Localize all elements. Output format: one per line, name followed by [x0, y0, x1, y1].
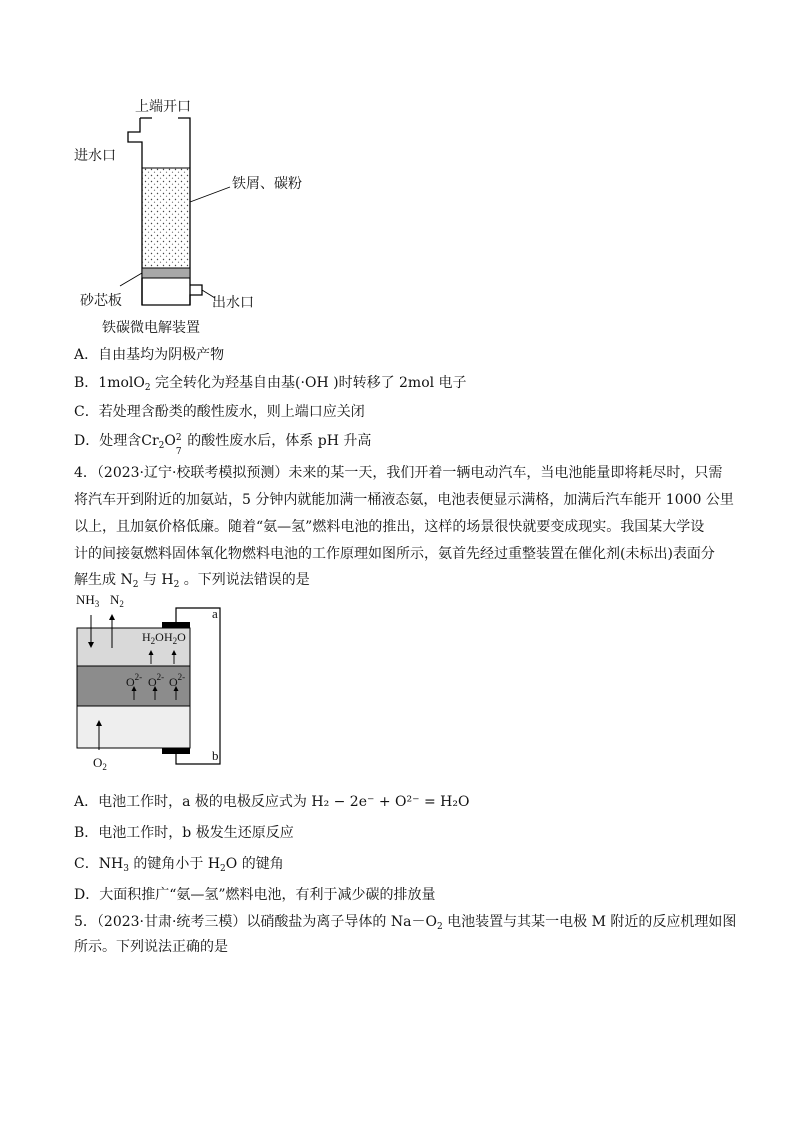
label-n2: $N_2$: [110, 592, 124, 609]
q5-stem-line2: 所示。下列说法正确的是: [74, 939, 228, 955]
q3-option-b: B．1molO$_2$ 完全转化为羟基自由基(·OH )时转移了 2mol 电子: [74, 375, 467, 393]
q4-option-d: D．大面积推广“氨—氢”燃料电池，有利于减少碳的排放量: [74, 887, 436, 903]
label-o2: $O_2$: [93, 755, 107, 772]
label-oxide-ion-2: $O^{2-}$: [148, 672, 165, 689]
label-top-opening: 上端开口: [135, 99, 191, 115]
label-h2o-2: $H_2O$: [164, 630, 186, 646]
q3-option-d: D．处理含$Cr_2O$ 2 7 的酸性废水后，体系 pH 升高: [74, 433, 372, 457]
q4-option-b: B．电池工作时，b 极发生还原反应: [74, 825, 294, 841]
label-water-outlet: 出水口: [212, 295, 254, 311]
label-h2o-1: $H_2O$: [142, 630, 164, 646]
label-nh3: $NH_3$: [76, 592, 100, 609]
q4-stem-line3: 以上，且加氨价格低廉。随着“氨—氢”燃料电池的推出，这样的场景很快就要变成现实。我国某大学设: [74, 519, 705, 535]
label-oxide-ion-3: $O^{2-}$: [169, 672, 186, 689]
q5-stem-line1: 5．（2023·甘肃·统考三模）以硝酸盐为离子导体的 $Na-O_2$ 电池装置与其某一电极 M 附近的反应机理如图: [74, 914, 737, 932]
q4-option-a: A．电池工作时，a 极的电极反应式为 H₂ − 2e⁻ + O²⁻ = H₂O: [74, 794, 470, 810]
q4-stem-line5: 解生成 $N_2$ 与 $H_2$ 。下列说法错误的是: [74, 572, 310, 590]
q4-stem-line2: 将汽车开到附近的加氨站，5 分钟内就能加满一桶液态氨，电池表便显示满格，加满后汽车能开 1000 公里: [74, 492, 734, 508]
label-oxide-ion-1: $O^{2-}$: [126, 672, 143, 689]
figure-caption: 铁碳微电解装置: [102, 320, 200, 336]
label-electrode-b: b: [212, 748, 219, 763]
q3-option-a: A．自由基均为阴极产物: [74, 347, 225, 363]
q3-option-c: C．若处理含酚类的酸性废水，则上端口应关闭: [74, 404, 365, 420]
label-sand-core-plate: 砂芯板: [80, 293, 122, 309]
q4-stem-line4: 计的间接氨燃料固体氧化物燃料电池的工作原理如图所示，氨首先经过重整装置在催化剂(未标出)表面分: [74, 546, 715, 562]
label-water-inlet: 进水口: [74, 148, 116, 164]
q4-option-c: C．$NH_3$ 的键角小于 $H_2O$ 的键角: [74, 856, 284, 874]
label-iron-carbon-powder: 铁屑、碳粉: [232, 176, 302, 192]
label-electrode-a: a: [212, 606, 218, 621]
q4-stem-line1: 4．（2023·辽宁·校联考模拟预测）未来的某一天，我们开着一辆电动汽车，当电池能量即将耗尽时，只需: [74, 465, 723, 481]
